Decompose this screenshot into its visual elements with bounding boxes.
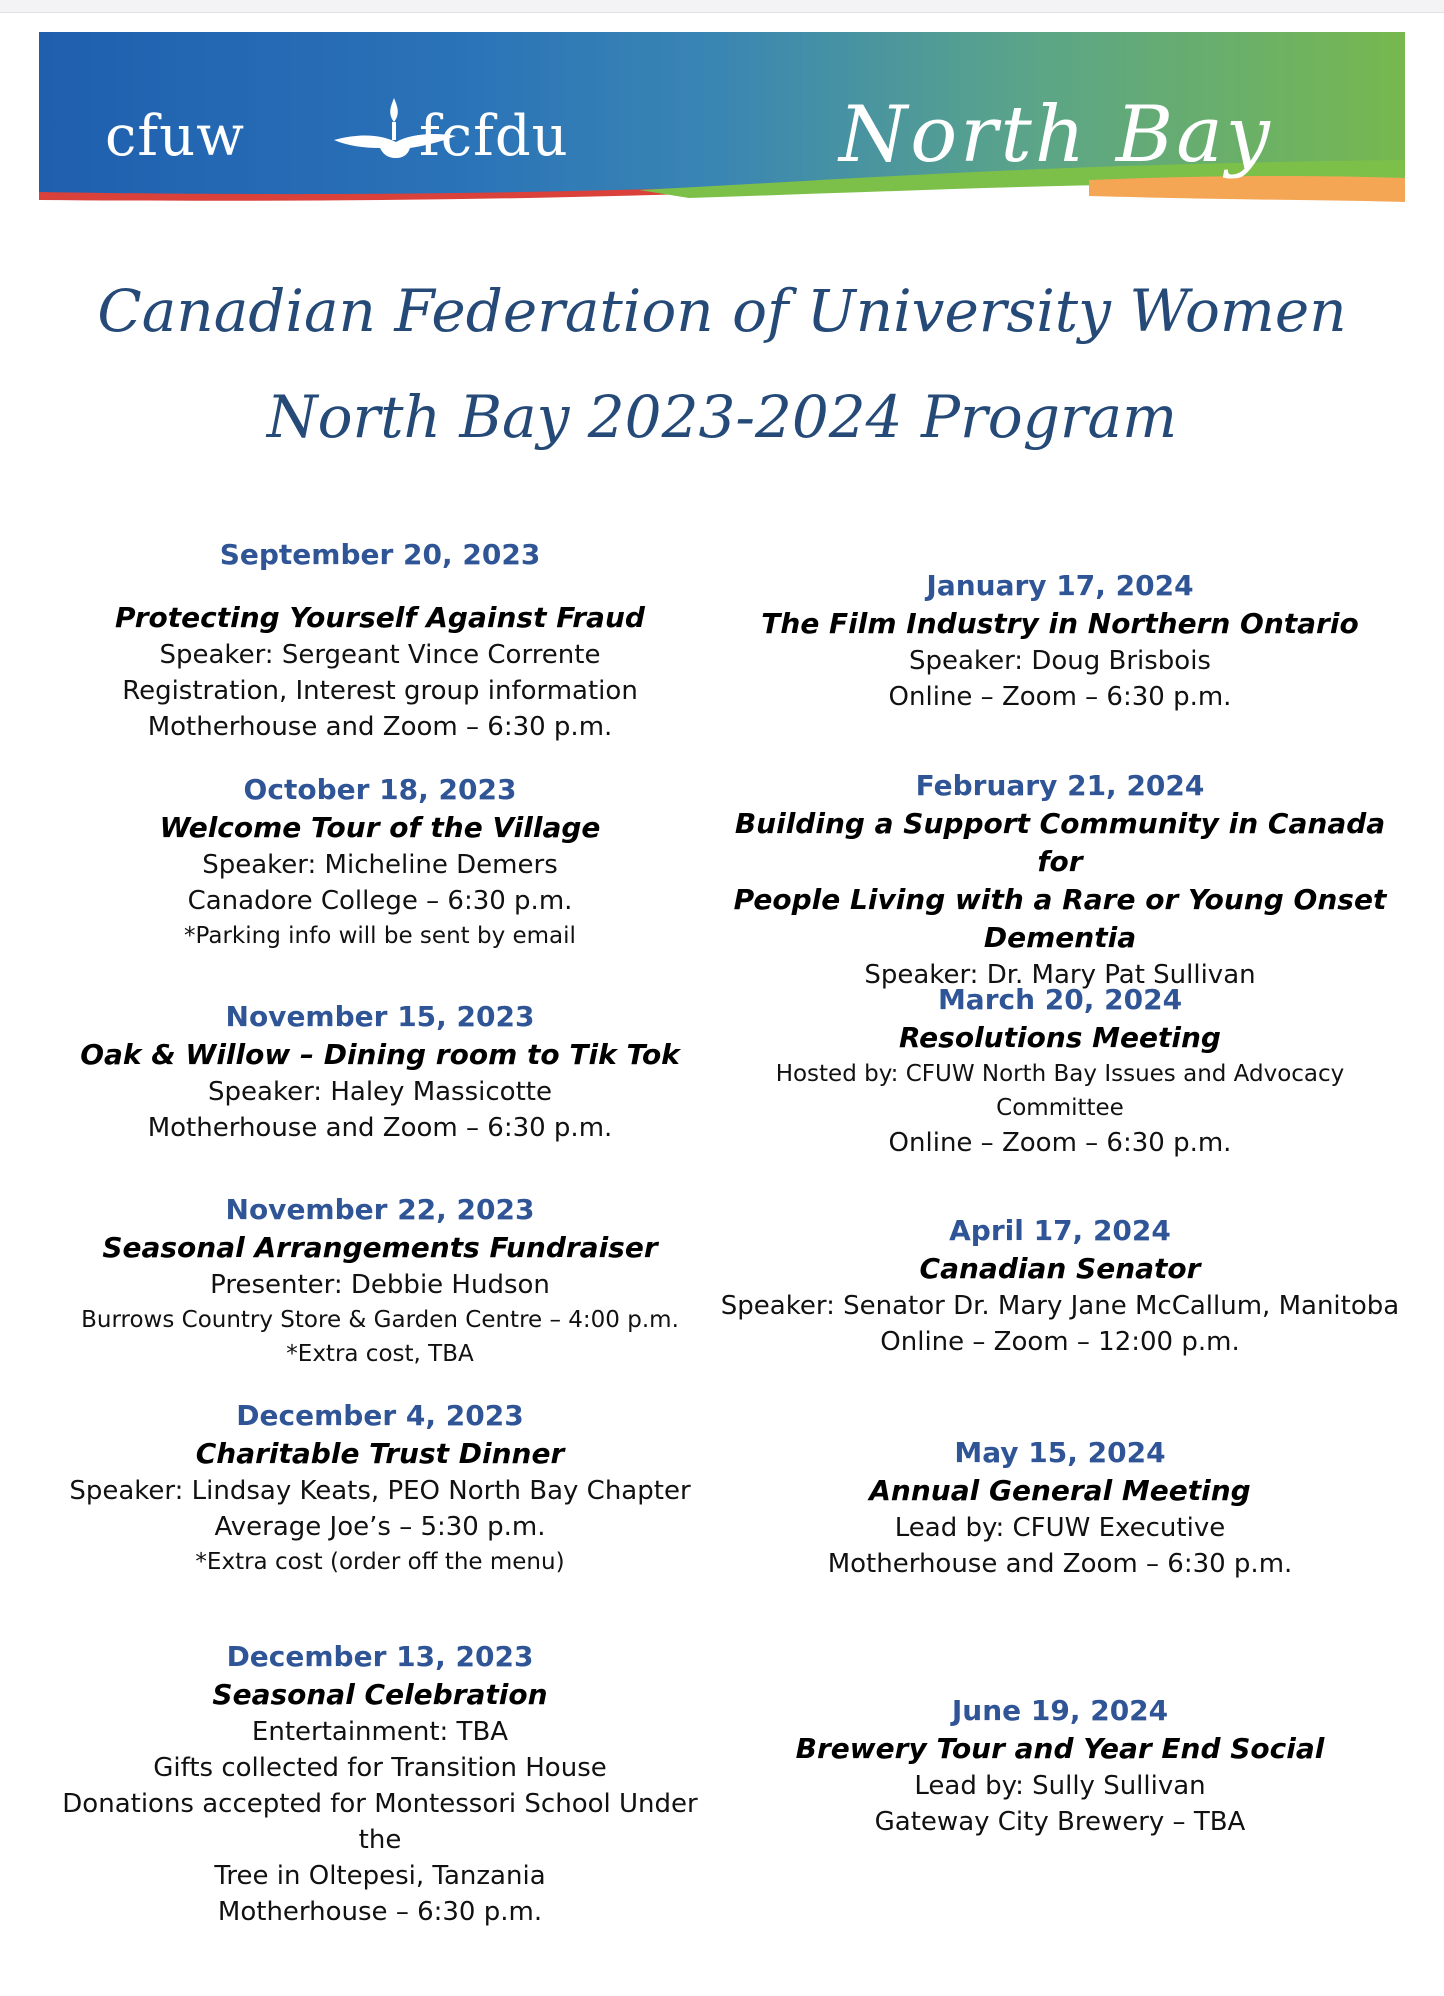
event-speaker: Speaker: Haley Massicotte (208, 1077, 552, 1107)
event-note: *Parking info will be sent by email (184, 923, 576, 949)
event-lead: Lead by: Sully Sullivan (914, 1771, 1206, 1801)
event-location: Gateway City Brewery – TBA (874, 1807, 1246, 1837)
event-host: Committee (996, 1095, 1124, 1121)
event-feb-21 (720, 767, 1400, 993)
event-jun-19 (720, 1692, 1400, 1840)
event-location: Burrows Country Store & Garden Centre – 4:00 p.m. (81, 1307, 679, 1333)
event-location: Average Joe’s – 5:30 p.m. (214, 1512, 546, 1542)
event-location: Motherhouse and Zoom – 6:30 p.m. (147, 1113, 613, 1143)
event-title: Annual General Meeting (869, 1474, 1251, 1507)
event-title: Seasonal Arrangements Fundraiser (102, 1231, 658, 1264)
event-date: December 13, 2023 (226, 1640, 534, 1673)
page-title: Canadian Federation of University Women (97, 277, 1347, 345)
event-date: October 18, 2023 (243, 773, 517, 806)
event-lead: Lead by: CFUW Executive (894, 1513, 1226, 1543)
event-nov-22 (40, 1191, 720, 1371)
event-date: February 21, 2024 (915, 769, 1205, 802)
event-dec-4 (40, 1397, 720, 1579)
event-date: September 20, 2023 (219, 538, 541, 571)
event-may-15 (720, 1434, 1400, 1582)
event-date: May 15, 2024 (954, 1436, 1166, 1469)
event-speaker: Speaker: Doug Brisbois (909, 646, 1211, 676)
window-top-bar (0, 0, 1444, 13)
event-entertainment: Entertainment: TBA (251, 1717, 509, 1747)
event-location: Online – Zoom – 6:30 p.m. (888, 682, 1232, 712)
event-speaker: Speaker: Senator Dr. Mary Jane McCallum, Manitoba (720, 1291, 1400, 1321)
event-speaker: Speaker: Dr. Mary Pat Sullivan (864, 960, 1256, 990)
event-title: Brewery Tour and Year End Social (795, 1732, 1325, 1765)
event-apr-17 (720, 1212, 1400, 1360)
event-title: Welcome Tour of the Village (159, 811, 601, 844)
event-mar-20 (720, 981, 1400, 1161)
event-title: Oak & Willow – Dining room to Tik Tok (80, 1038, 680, 1071)
event-date: April 17, 2024 (949, 1214, 1171, 1247)
event-location: Online – Zoom – 12:00 p.m. (880, 1327, 1240, 1357)
event-title: People Living with a Rare or Young Onset (733, 883, 1387, 916)
event-note: *Extra cost, TBA (286, 1341, 474, 1367)
event-title: The Film Industry in Northern Ontario (761, 607, 1359, 640)
event-title: Building a Support Community in Canada for (734, 807, 1386, 878)
header-banner (39, 32, 1405, 230)
event-title: Canadian Senator (919, 1252, 1201, 1285)
event-presenter: Presenter: Debbie Hudson (210, 1270, 550, 1300)
event-oct-18 (40, 771, 720, 953)
event-speaker: Speaker: Micheline Demers (202, 850, 558, 880)
event-detail: Registration, Interest group information (122, 676, 638, 706)
event-title: Protecting Yourself Against Fraud (115, 601, 645, 634)
cfuw-logo-text: cfuw (105, 104, 246, 169)
event-date: June 19, 2024 (951, 1694, 1169, 1727)
event-location: Motherhouse and Zoom – 6:30 p.m. (827, 1549, 1293, 1579)
event-date: January 17, 2024 (926, 569, 1194, 602)
event-title: Dementia (983, 921, 1137, 954)
event-location: Online – Zoom – 6:30 p.m. (888, 1128, 1232, 1158)
event-title: Seasonal Celebration (212, 1678, 548, 1711)
fcfdu-logo-text: fcfdu (419, 104, 569, 169)
event-nov-15 (40, 998, 720, 1146)
event-location: Canadore College – 6:30 p.m. (187, 886, 573, 916)
event-location: Motherhouse – 6:30 p.m. (217, 1897, 543, 1927)
event-date: March 20, 2024 (937, 983, 1183, 1016)
chapter-name: North Bay (839, 90, 1273, 180)
event-date: November 22, 2023 (225, 1193, 535, 1226)
event-host: Hosted by: CFUW North Bay Issues and Advocacy (775, 1061, 1345, 1087)
event-speaker: Speaker: Sergeant Vince Corrente (159, 640, 601, 670)
event-date: November 15, 2023 (225, 1000, 535, 1033)
event-dec-13 (40, 1638, 720, 1930)
event-title: Charitable Trust Dinner (195, 1437, 565, 1470)
event-detail: Gifts collected for Transition House (153, 1753, 607, 1783)
event-date: December 4, 2023 (236, 1399, 524, 1432)
event-location: Motherhouse and Zoom – 6:30 p.m. (147, 712, 613, 742)
event-detail: Donations accepted for Montessori School Under the (62, 1789, 698, 1855)
event-detail: Tree in Oltepesi, Tanzania (214, 1861, 546, 1891)
event-jan-17 (720, 567, 1400, 715)
page-subtitle: North Bay 2023-2024 Program (266, 383, 1178, 451)
event-title: Resolutions Meeting (899, 1021, 1221, 1054)
event-note: *Extra cost (order off the menu) (195, 1549, 565, 1575)
event-speaker: Speaker: Lindsay Keats, PEO North Bay Chapter (69, 1476, 691, 1506)
event-sep-20 (40, 536, 720, 745)
